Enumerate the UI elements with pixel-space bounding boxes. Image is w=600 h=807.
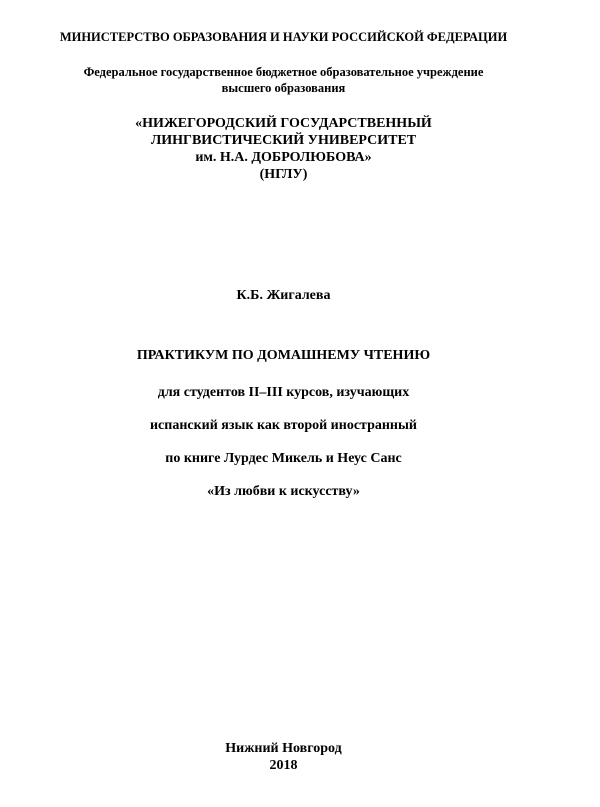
ministry-heading: МИНИСТЕРСТВО ОБРАЗОВАНИЯ И НАУКИ РОССИЙСКОЙ ФЕДЕРАЦИИ bbox=[59, 30, 508, 44]
document-title: ПРАКТИКУМ ПО ДОМАШНЕМУ ЧТЕНИЮ bbox=[136, 348, 431, 363]
university-line-3: им. Н.А. ДОБРОЛЮБОВА» bbox=[195, 150, 372, 165]
university-abbreviation: (НГЛУ) bbox=[259, 167, 308, 182]
university-line-2: ЛИНГВИСТИЧЕСКИЙ УНИВЕРСИТЕТ bbox=[150, 133, 417, 148]
subtitle-line-1: для студентов II–III курсов, изучающих bbox=[157, 385, 410, 400]
book-title: «Из любви к искусству» bbox=[207, 484, 360, 499]
publication-year: 2018 bbox=[269, 758, 298, 773]
institution-line-2: высшего образования bbox=[221, 81, 346, 95]
publication-city: Нижний Новгород bbox=[225, 741, 342, 756]
subtitle-line-2: испанский язык как второй иностранный bbox=[149, 418, 417, 433]
institution-line-1: Федеральное государственное бюджетное образовательное учреждение bbox=[83, 65, 484, 79]
university-line-1: «НИЖЕГОРОДСКИЙ ГОСУДАРСТВЕННЫЙ bbox=[135, 116, 432, 131]
author-name: К.Б. Жигалева bbox=[236, 288, 331, 303]
subtitle-line-3: по книге Лурдес Микель и Неус Санс bbox=[165, 451, 402, 466]
